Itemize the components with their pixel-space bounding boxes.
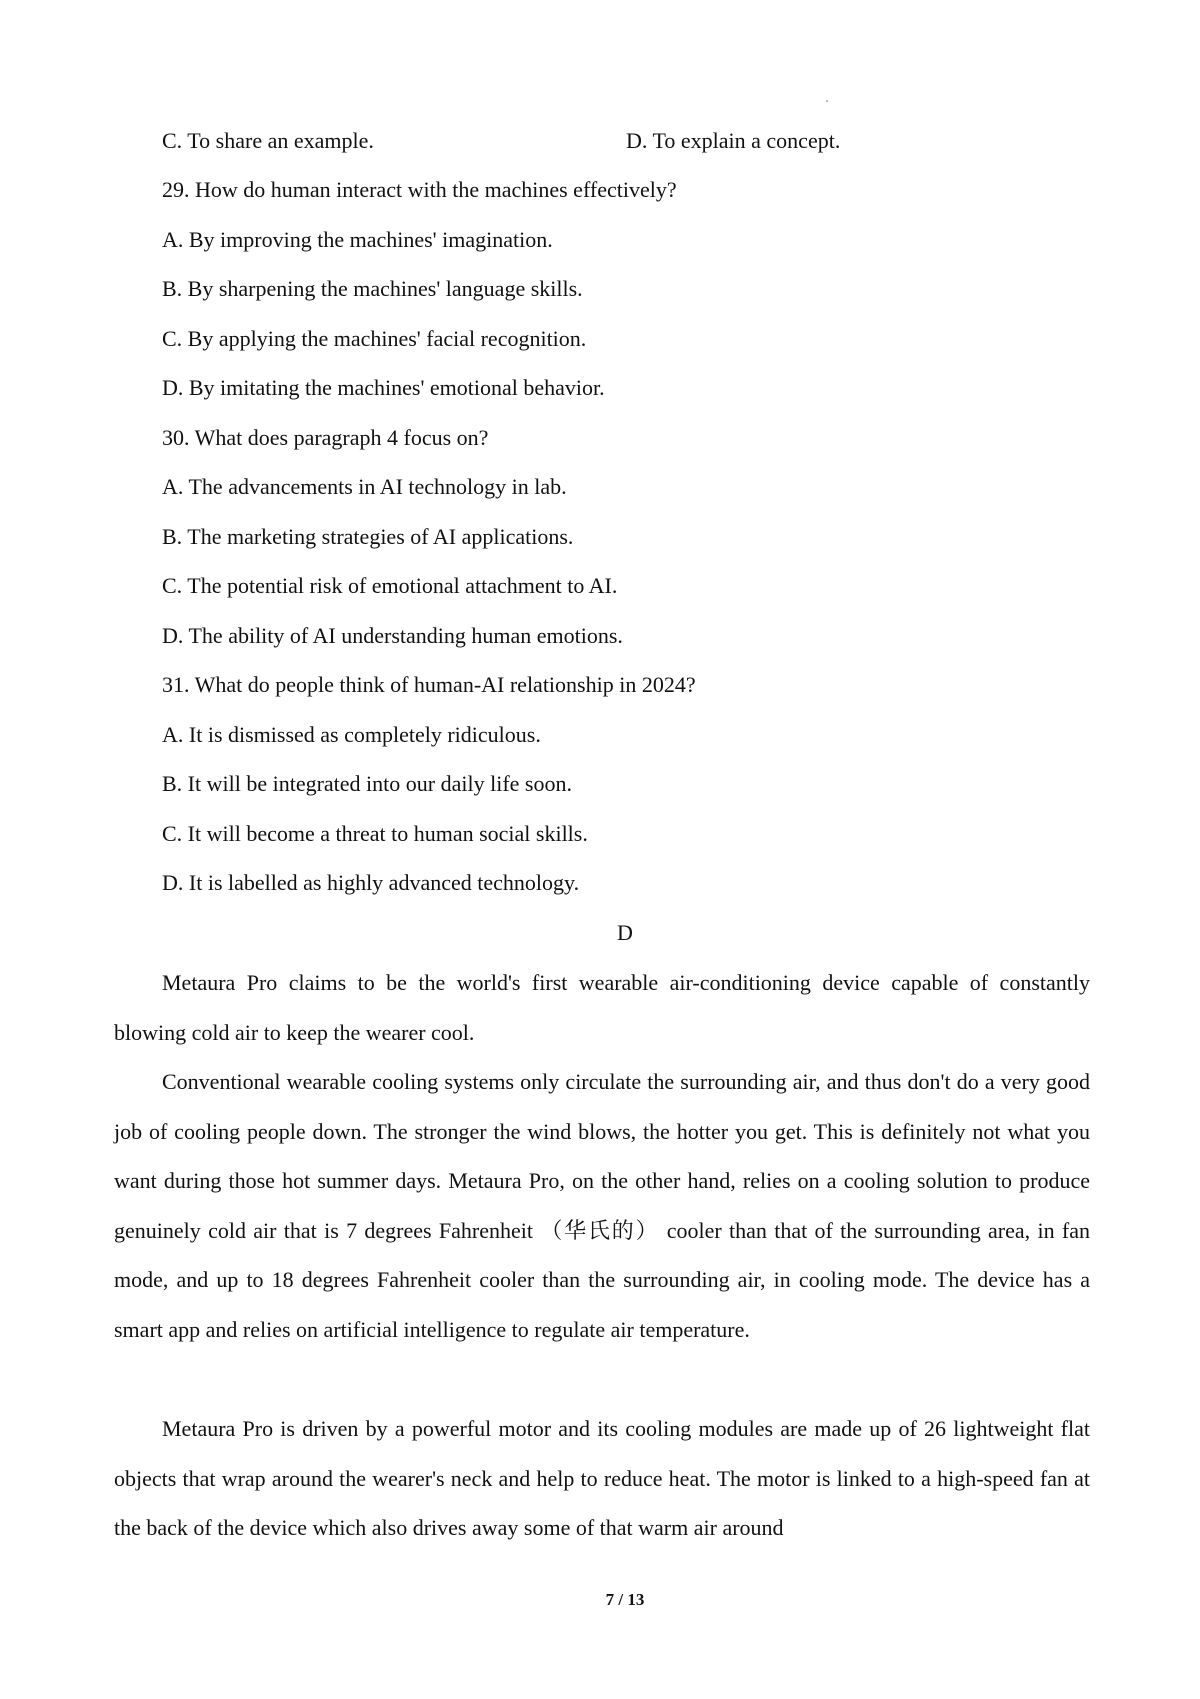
scan-speck — [826, 100, 828, 102]
question-31-option-c: C. It will become a threat to human social skills. — [162, 821, 588, 846]
option-d-prev: D. To explain a concept. — [626, 128, 841, 153]
question-29-option-a: A. By improving the machines' imagination. — [162, 227, 553, 252]
question-29-option-b: B. By sharpening the machines' language skills. — [162, 276, 583, 301]
question-30-stem: 30. What does paragraph 4 focus on? — [162, 425, 489, 450]
section-heading: D — [617, 920, 633, 945]
question-31-stem: 31. What do people think of human-AI relationship in 2024? — [162, 672, 696, 697]
question-30-option-a: A. The advancements in AI technology in lab. — [162, 474, 567, 499]
question-29-option-d: D. By imitating the machines' emotional behavior. — [162, 375, 605, 400]
question-29-stem: 29. How do human interact with the machines effectively? — [162, 177, 677, 202]
passage-paragraph-1: Metaura Pro claims to be the world's first wearable air-conditioning device capable of constantly blowing cold air to keep the wearer cool. — [114, 970, 1090, 1045]
page-number: 7 / 13 — [605, 1590, 645, 1609]
question-30-option-c: C. The potential risk of emotional attachment to AI. — [162, 573, 618, 598]
question-31-option-a: A. It is dismissed as completely ridiculous. — [162, 722, 541, 747]
passage-paragraph-2: Conventional wearable cooling systems only circulate the surrounding air, and thus don't do a very good job of cooling people down. The stronger the wind blows, the hotter you get. This is definitely not what you want during those hot summer days. Metaura Pro, on the other hand, relies on a cooling solution to produce genuinely cold air that is 7 degrees Fahrenheit （华氏的） cooler than that of the surrounding area, in fan mode, and up to 18 degrees Fahrenheit cooler than the surrounding air, in cooling mode. The device has a smart app and relies on artificial intelligence to regulate air temperature. — [114, 1069, 1090, 1342]
question-30-option-d: D. The ability of AI understanding human emotions. — [162, 623, 623, 648]
option-c-prev: C. To share an example. — [162, 128, 374, 153]
passage-paragraph-3: Metaura Pro is driven by a powerful motor and its cooling modules are made up of 26 lightweight flat objects that wrap around the wearer's neck and help to reduce heat. The motor is linked to a high-speed fan at the back of the device which also drives away some of that warm air around — [114, 1416, 1090, 1541]
question-31-option-b: B. It will be integrated into our daily life soon. — [162, 771, 572, 796]
question-29-option-c: C. By applying the machines' facial recognition. — [162, 326, 587, 351]
question-30-option-b: B. The marketing strategies of AI applications. — [162, 524, 574, 549]
question-31-option-d: D. It is labelled as highly advanced technology. — [162, 870, 580, 895]
